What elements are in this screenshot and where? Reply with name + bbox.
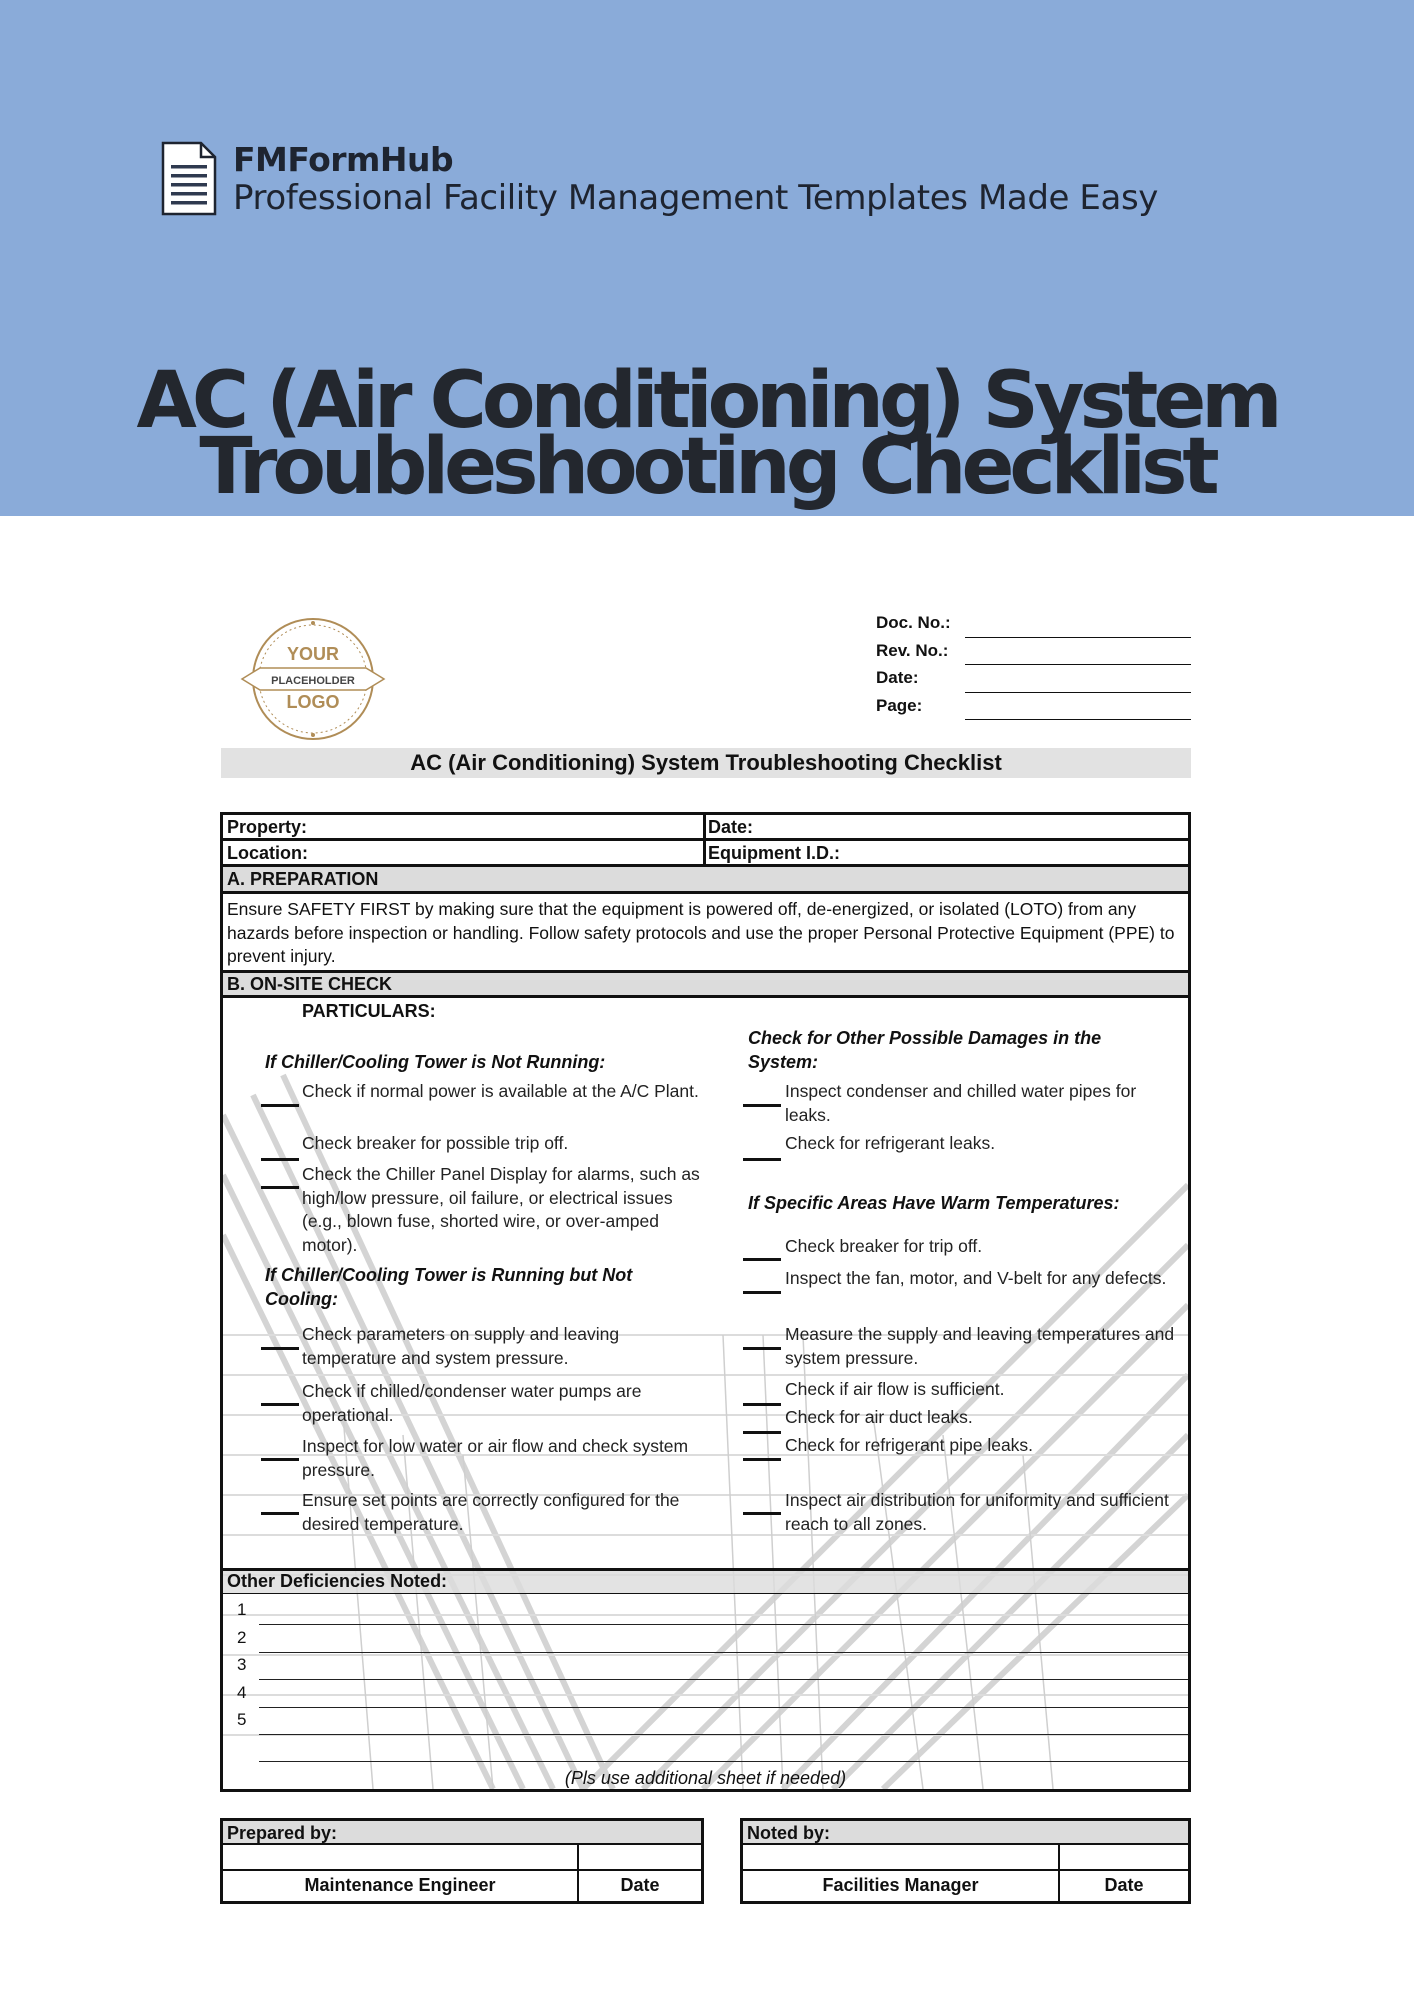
facilities-manager-label: Facilities Manager: [822, 1875, 979, 1895]
checklist-form: [220, 812, 1191, 1792]
section-b-heading: B. ON-SITE CHECK: [227, 974, 393, 994]
item-set-points: Ensure set points are correctly configured for the desired temperature.: [302, 1490, 680, 1534]
form-title: AC (Air Conditioning) System Troubleshooting Checklist: [221, 748, 1191, 778]
checkbox-set-points[interactable]: [261, 1512, 299, 1515]
prepared-by-date-field[interactable]: [579, 1845, 701, 1869]
checkbox-air-flow[interactable]: [743, 1403, 781, 1406]
document-meta: [876, 610, 1191, 720]
item-pipe-leaks: Check for refrigerant pipe leaks.: [785, 1435, 1034, 1455]
additional-sheet-note: (Pls use additional sheet if needed): [564, 1768, 847, 1788]
page-title-line-2: Troubleshooting Checklist: [199, 422, 1215, 512]
deficiency-line-4[interactable]: [259, 1707, 1188, 1708]
location-label: Location:: [227, 843, 308, 863]
deficiency-line-1[interactable]: [259, 1624, 1188, 1625]
preparation-text: Ensure SAFETY FIRST by making sure that the equipment is powered off, de-energized, or isolated (LOTO) from any hazards before inspection or handling. Follow safety protocols and use the proper Personal Protective Equipment (PPE) to prevent injury.: [227, 899, 1175, 966]
item-refrigerant-leaks: Check for refrigerant leaks.: [785, 1133, 996, 1153]
item-condenser-pipes: Inspect condenser and chilled water pipes for leaks.: [785, 1081, 1137, 1125]
noted-date-label: Date: [1104, 1875, 1144, 1895]
noted-by-date-field[interactable]: [1060, 1845, 1188, 1869]
deficiency-number-4: 4: [237, 1683, 247, 1702]
page-label: Page:: [876, 695, 923, 715]
checkbox-refrigerant-leaks[interactable]: [743, 1158, 781, 1161]
logo-text-middle: PLACEHOLDER: [271, 675, 355, 687]
noted-by-box: [740, 1818, 1191, 1904]
header-banner: [0, 0, 1414, 516]
deficiencies-label: Other Deficiencies Noted:: [227, 1571, 448, 1591]
item-breaker-trip-off: Check breaker for trip off.: [785, 1236, 983, 1256]
deficiency-number-2: 2: [237, 1628, 247, 1647]
checkbox-measure-temps[interactable]: [743, 1347, 781, 1350]
checkbox-condenser-pipes[interactable]: [743, 1104, 781, 1107]
left-heading-not-running: If Chiller/Cooling Tower is Not Running:: [265, 1052, 606, 1072]
checkbox-water-pumps[interactable]: [261, 1403, 299, 1406]
item-water-pumps: Check if chilled/condenser water pumps are operational.: [302, 1381, 642, 1425]
item-breaker-trip: Check breaker for possible trip off.: [302, 1133, 569, 1153]
page-title-line-1: AC (Air Conditioning) System: [136, 356, 1278, 446]
left-heading-running-not-cooling: If Chiller/Cooling Tower is Running but Not Cooling:: [265, 1265, 633, 1309]
equipment-id-label: Equipment I.D.:: [708, 843, 840, 863]
page-title: [60, 356, 1354, 512]
prepared-by-box: [220, 1818, 704, 1904]
placeholder-logo: [240, 614, 386, 744]
prepared-date-label: Date: [620, 1875, 660, 1895]
page-field[interactable]: [965, 719, 1191, 720]
deficiency-line-2[interactable]: [259, 1652, 1188, 1653]
date-label: Date:: [708, 817, 754, 837]
brand-name: FMFormHub: [233, 140, 454, 179]
noted-by-label: Noted by:: [747, 1823, 830, 1843]
logo-text-bottom: LOGO: [286, 692, 340, 712]
deficiency-line-5[interactable]: [259, 1734, 1188, 1735]
item-air-distribution: Inspect air distribution for uniformity and sufficient reach to all zones.: [785, 1490, 1169, 1534]
prepared-by-label: Prepared by:: [227, 1823, 338, 1843]
particulars-heading: PARTICULARS:: [302, 1001, 436, 1021]
item-low-water: Inspect for low water or air flow and check system pressure.: [302, 1436, 689, 1480]
checkbox-low-water[interactable]: [261, 1458, 299, 1461]
checkbox-pipe-leaks[interactable]: [743, 1458, 781, 1461]
item-measure-temps: Measure the supply and leaving temperatures and system pressure.: [785, 1324, 1175, 1368]
checkbox-breaker-trip[interactable]: [261, 1158, 299, 1161]
checkbox-supply-parameters[interactable]: [261, 1347, 299, 1350]
doc-date-label: Date:: [876, 668, 919, 687]
item-air-flow: Check if air flow is sufficient.: [785, 1379, 1005, 1399]
checkbox-duct-leaks[interactable]: [743, 1431, 781, 1434]
logo-text-top: YOUR: [286, 644, 340, 664]
checkbox-fan-motor[interactable]: [743, 1291, 781, 1294]
right-heading-other-damages: Check for Other Possible Damages in the System:: [748, 1028, 1102, 1072]
item-panel-display: Check the Chiller Panel Display for alarms, such as high/low pressure, oil failure, or electrical issues (e.g., blown fuse, shorted wire, or over-amped motor).: [302, 1164, 700, 1255]
doc-no-label: Doc. No.:: [876, 613, 951, 632]
section-a-heading: A. PREPARATION: [227, 869, 379, 889]
deficiency-line-6[interactable]: [259, 1761, 1188, 1762]
checkbox-power-available[interactable]: [261, 1104, 299, 1107]
item-supply-parameters: Check parameters on supply and leaving temperature and system pressure.: [302, 1324, 620, 1368]
rev-no-label: Rev. No.:: [876, 640, 949, 660]
property-label: Property:: [227, 817, 308, 837]
prepared-by-signature-field[interactable]: [223, 1845, 577, 1869]
deficiency-number-3: 3: [237, 1655, 247, 1674]
checkbox-panel-display[interactable]: [261, 1186, 299, 1189]
noted-by-signature-field[interactable]: [743, 1845, 1058, 1869]
document-icon: [161, 141, 217, 216]
brand-tagline: Professional Facility Management Templates Made Easy: [233, 178, 1158, 218]
item-duct-leaks: Check for air duct leaks.: [785, 1407, 973, 1427]
item-power-available: Check if normal power is available at the A/C Plant.: [302, 1081, 699, 1101]
deficiency-number-5: 5: [237, 1710, 247, 1729]
deficiency-number-1: 1: [237, 1600, 247, 1619]
checkbox-breaker-trip-off[interactable]: [743, 1258, 781, 1261]
deficiency-line-3[interactable]: [259, 1679, 1188, 1680]
maintenance-engineer-label: Maintenance Engineer: [304, 1875, 496, 1895]
checkbox-air-distribution[interactable]: [743, 1512, 781, 1515]
right-heading-warm-areas: If Specific Areas Have Warm Temperatures:: [748, 1193, 1120, 1213]
item-fan-motor: Inspect the fan, motor, and V-belt for any defects.: [785, 1268, 1167, 1288]
